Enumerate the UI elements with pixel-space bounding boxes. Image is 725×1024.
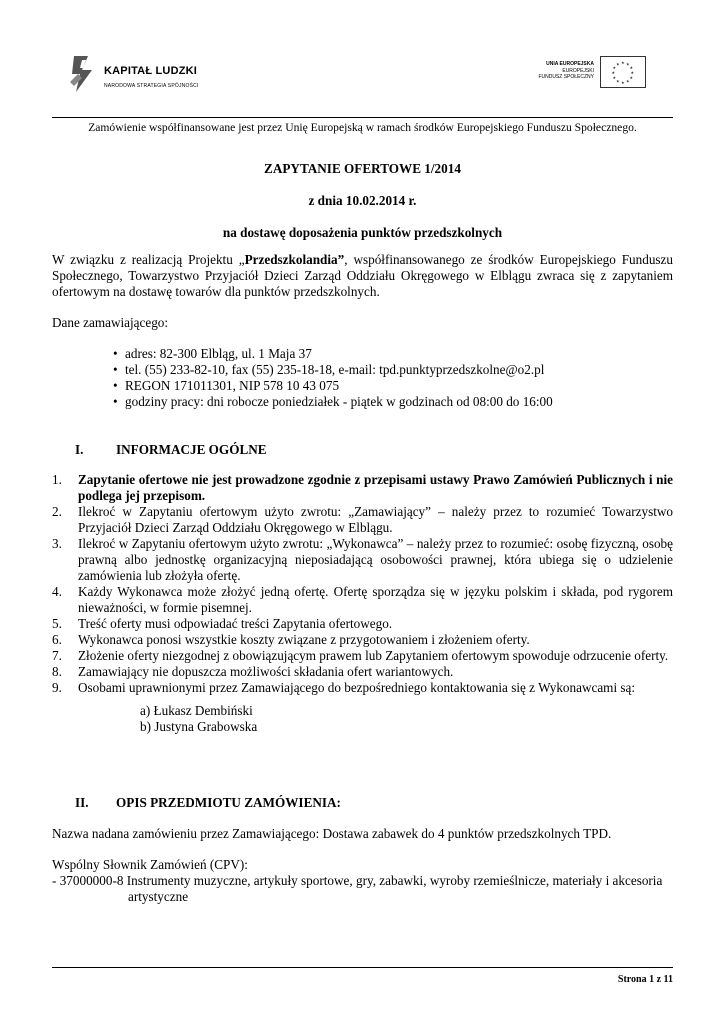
section-2-number: II. [75, 795, 89, 810]
cofinancing-note: Zamówienie współfinansowane jest przez Unię Europejską w ramach środków Europejskiego Funduszu Społecznego. [88, 121, 637, 134]
svg-text:★: ★ [612, 75, 617, 80]
list-item: 1. Zapytanie ofertowe nie jest prowadzone zgodnie z przepisami ustawy Prawo Zamówień Publicznych i nie podlega jej przepisom. [52, 472, 673, 503]
svg-text:★: ★ [616, 61, 620, 67]
eu-logo-line2: EUROPEJSKI [562, 67, 594, 74]
section-2-title: OPIS PRZEDMIOTU ZAMÓWIENIA: [116, 795, 341, 810]
footer-rule [52, 967, 673, 968]
section-1-heading [75, 442, 267, 458]
eu-flag-icon [600, 56, 646, 88]
order-name: Nazwa nadana zamówieniu przez Zamawiającego: Dostawa zabawek do 4 punktów przedszkolnych TPD. [52, 826, 612, 841]
list-item: 4. Każdy Wykonawca może złożyć jedną ofertę. Ofertę sporządza się w języku polskim i składa, pod rygorem nieważności, w formie pisemnej. [52, 584, 673, 615]
list-item: 8. Zamawiający nie dopuszcza możliwości składania ofert wariantowych. [52, 664, 454, 679]
client-label: Dane zamawiającego: [52, 315, 169, 330]
list-item: • adres: 82-300 Elbląg, ul. 1 Maja 37 [113, 346, 553, 362]
logo-subtitle: NARODOWA STRATEGIA SPÓJNOŚCI [104, 83, 199, 89]
svg-text:★: ★ [626, 78, 630, 84]
header-rule [52, 117, 673, 118]
list-item: 7. Złożenie oferty niezgodnej z obowiązującym prawem lub Zapytaniem ofertowym spowoduje odrzucenie oferty. [52, 648, 669, 663]
logo-title: KAPITAŁ LUDZKI [104, 65, 198, 77]
eu-logo-line3: FUNDUSZ SPOŁECZNY [538, 74, 594, 80]
list-item: 2. Ilekroć w Zapytaniu ofertowym użyto zwrotu: „Zamawiający” – należy przez to rozumieć Towarzystwo Przyjaciół Dzieci Zarząd Oddziału Okręgowego w Elblągu. [52, 504, 673, 535]
cpv-label: Wspólny Słownik Zamówień (CPV): [52, 857, 248, 872]
list-item: 3. Ilekroć w Zapytaniu ofertowym użyto zwrotu: „Wykonawca” – należy przez to rozumieć: osobę fizyczną, osobę prawną albo jednostkę organizacyjną nieposiadającą osobowości prawnej, która ubiega się o udzielenie zamówienia lub złożyła ofertę. [52, 536, 673, 583]
list-item: 9. Osobami uprawnionymi przez Zamawiającego do bezpośredniego kontaktowania się z Wykonawcami są: [52, 680, 636, 695]
eu-logo [538, 56, 646, 88]
eu-logo-line1: UNIA EUROPEJSKA [546, 61, 594, 67]
svg-text:★: ★ [629, 75, 634, 80]
document-title: ZAPYTANIE OFERTOWE 1/2014 [264, 161, 461, 176]
intro-part1: W związku z realizacją Projektu „ [52, 252, 245, 267]
intro-paragraph [52, 252, 673, 300]
list-item: 6. Wykonawca ponosi wszystkie koszty związane z przygotowaniem i złożeniem oferty. [52, 632, 530, 647]
cpv-line-2: artystyczne [128, 889, 189, 904]
svg-text:★: ★ [611, 70, 616, 75]
cpv-line-1: - 37000000-8 Instrumenty muzyczne, artykuły sportowe, gry, zabawki, wyroby rzemieślnicze, materiały i akcesoria [52, 873, 663, 888]
document-subject: na dostawę doposażenia punktów przedszkolnych [222, 225, 503, 240]
page-number: Strona 1 z 11 [617, 974, 673, 985]
kapital-ludzki-emblem-icon [68, 52, 98, 94]
client-details-list [113, 346, 553, 410]
document-date: z dnia 10.02.2014 r. [308, 193, 417, 208]
svg-text:★: ★ [612, 65, 617, 70]
project-name: Przedszkolandia” [244, 252, 345, 267]
list-item: 5. Treść oferty musi odpowiadać treści Zapytania ofertowego. [52, 616, 393, 631]
contact-person-2: b) Justyna Grabowska [140, 719, 258, 734]
svg-text:★: ★ [621, 80, 625, 85]
list-item: • tel. (55) 233-82-10, fax (55) 235-18-18, e-mail: tpd.punktyprzedszkolne@o2.pl [113, 362, 553, 378]
intro-part2: , współfinansowanego ze środków Europejskiego Funduszu Społecznego, Towarzystwo Przyjaciół Dzieci Zarząd Oddziału Okręgowego w Elblągu zwraca się z zapytaniem ofertowym na dostawę towarów dla punktów przedszkolnych. [52, 252, 674, 299]
svg-text:★: ★ [626, 61, 630, 67]
list-item: • REGON 171011301, NIP 578 10 43 075 [113, 378, 553, 394]
section-2-heading [75, 795, 341, 811]
section-1-number: I. [75, 442, 84, 457]
list-item: • godziny pracy: dni robocze poniedziałek - piątek w godzinach od 08:00 do 16:00 [113, 394, 553, 410]
svg-text:★: ★ [630, 70, 635, 75]
svg-text:★: ★ [629, 65, 634, 70]
svg-text:★: ★ [616, 78, 620, 84]
contact-person-1: a) Łukasz Dembiński [140, 703, 253, 718]
kapital-ludzki-logo [68, 52, 198, 96]
general-info-list [52, 472, 673, 696]
section-1-title: INFORMACJE OGÓLNE [116, 442, 267, 457]
svg-text:★: ★ [621, 60, 625, 65]
